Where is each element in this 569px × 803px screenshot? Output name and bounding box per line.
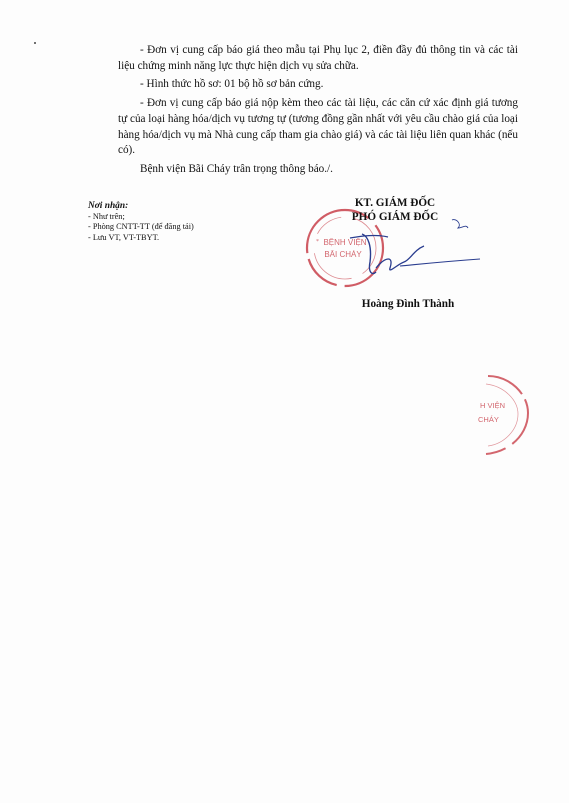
- signature-title-line2: PHÓ GIÁM ĐỐC: [351, 211, 439, 223]
- paragraph: Bệnh viện Bãi Cháy trân trọng thông báo./.: [140, 162, 333, 175]
- signature-title-line1: KT. GIÁM ĐỐC: [354, 197, 436, 209]
- handwritten-signature: [328, 216, 488, 286]
- paragraph: - Hình thức hồ sơ: 01 bộ hồ sơ bản cứng.: [140, 78, 324, 91]
- paragraph: - Đơn vị cung cấp báo giá theo mẫu tại Phụ lục 2, điền đầy đủ thông tin và các tài liệu chứng minh năng lực thực hiện dịch vụ sửa chữa.: [118, 44, 518, 72]
- paragraph: - Đơn vị cung cấp báo giá nộp kèm theo các tài liệu, các căn cứ xác định giá tương tự của loại hàng hóa/dịch vụ tương tự (tương đồng gần nhất với yêu cầu chào giá của loại hàng hóa/dịch vụ mà Nhà cung cấp tham gia chào giá) và các tài liệu liên quan khác (nếu có).: [118, 96, 518, 157]
- recipient-item: - Phòng CNTT-TT (để đăng tải): [88, 222, 194, 232]
- partial-stamp-line2: CHÁY: [478, 415, 499, 424]
- body-text: [118, 43, 518, 180]
- stamp-text-line2: BÃI CHÁY: [324, 250, 362, 259]
- partial-stamp-line1: H VIỆN: [480, 401, 506, 410]
- recipient-item: - Như trên;: [88, 211, 125, 221]
- svg-text:*: *: [316, 239, 319, 245]
- scan-speck: [34, 42, 36, 44]
- recipients-heading: Nơi nhận:: [88, 201, 129, 211]
- stamp-text-line1: BỆNH VIỆN: [323, 238, 367, 247]
- recipient-item: - Lưu VT, VT-TBYT.: [88, 232, 160, 242]
- recipients-list: [88, 212, 194, 244]
- recipients-block: [88, 201, 194, 243]
- signer-name: Hoàng Đình Thành: [361, 298, 455, 310]
- partial-stamp: [458, 366, 538, 460]
